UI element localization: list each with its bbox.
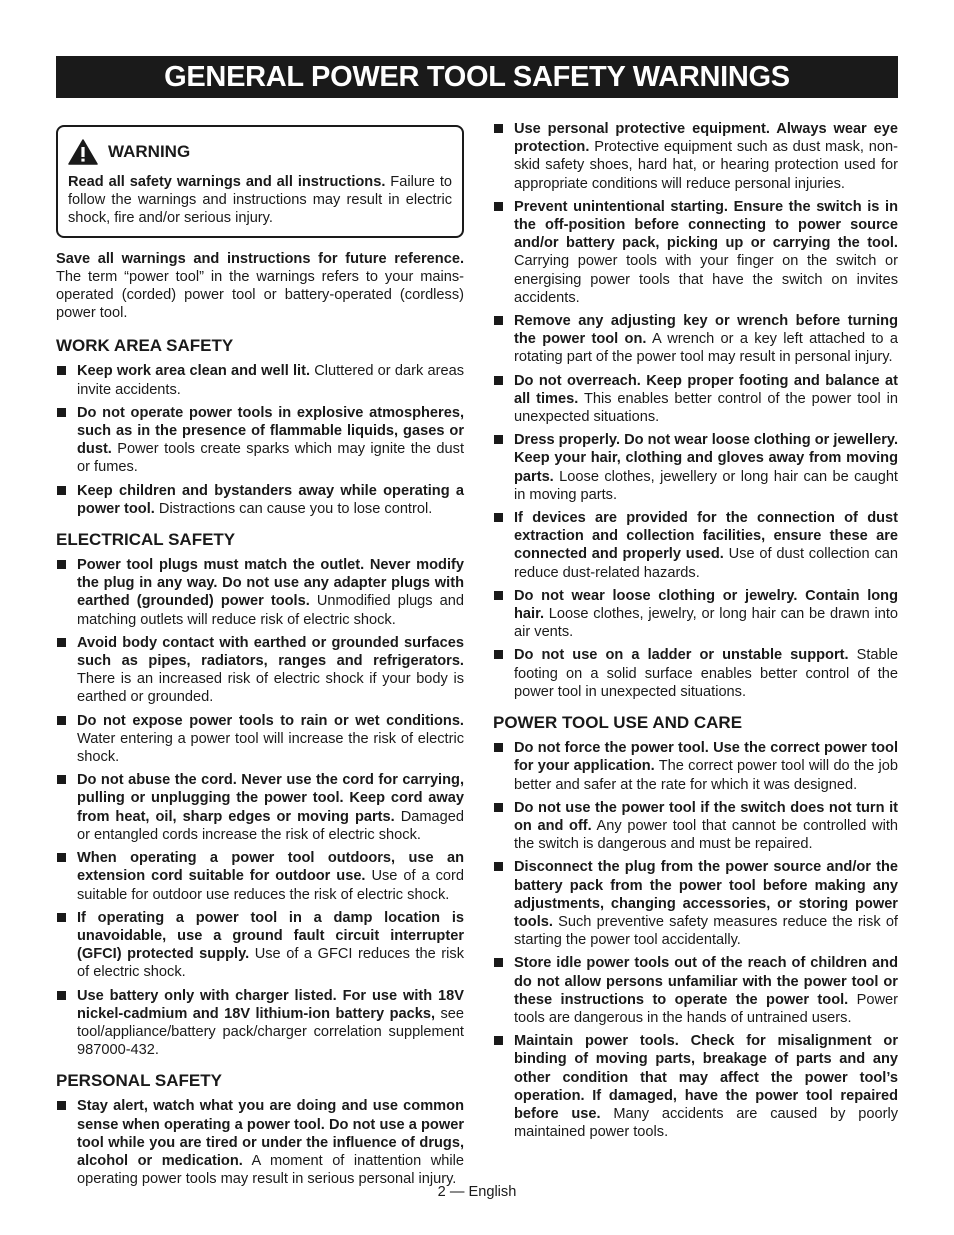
page-title-bar [56, 56, 898, 98]
item-bold: Do not overreach. Keep proper footing and balance at all times. [514, 372, 898, 407]
item-text: Stable footing on a solid surface enables better control of the power tool in unexpected situations. [514, 647, 898, 700]
list-item [56, 482, 464, 518]
item-bold: Avoid body contact with earthed or grounded surfaces such as pipes, radiators, ranges and refrigerators. [77, 634, 464, 670]
heading-power-tool-use-and-care: POWER TOOL USE AND CARE [493, 713, 743, 733]
item-bold: Dress properly. Do not wear loose clothing or jewellery. Keep your hair, clothing and gloves away from moving parts. [514, 432, 898, 485]
intro-body: The term “power tool” in the warnings refers to your mains-operated (corded) power tool or battery-operated (cordless) power tool. [56, 268, 464, 322]
item-text: Loose clothes, jewelry, or long hair can be drawn into air vents. [514, 606, 898, 641]
list-item [56, 556, 464, 629]
item-bold: Disconnect the plug from the power source and/or the battery pack from the power tool before making any adjustments, changing accessories, or storing power tools. [514, 859, 898, 930]
list-item [56, 909, 464, 982]
heading-work-area-safety: WORK AREA SAFETY [56, 336, 234, 356]
list-item [493, 198, 898, 307]
bullet-square-icon [57, 486, 66, 495]
item-bold: Use battery only with charger listed. For use with 18V nickel-cadmium and 18V lithium-ion battery packs, [77, 987, 464, 1022]
item-text: Many accidents are caused by poorly maintained power tools. [514, 1105, 898, 1141]
list-item [493, 372, 898, 427]
item-text: Power tools create sparks which may ignite the dust or fumes. [77, 441, 464, 476]
item-text: Power tools are dangerous in the hands of untrained users. [514, 991, 899, 1026]
bullet-square-icon [494, 202, 503, 211]
item-bold: Keep work area clean and well lit. [77, 363, 310, 380]
bullet-square-icon [57, 716, 66, 725]
page-title: GENERAL POWER TOOL SAFETY WARNINGS [164, 60, 790, 93]
list-item [56, 1097, 464, 1188]
left-column [56, 120, 464, 1200]
item-bold: Do not use the power tool if the switch does not turn it on and off. [514, 799, 898, 834]
warning-triangle-icon [68, 139, 98, 165]
list-power-tool-use-and-care [493, 739, 898, 1141]
item-bold: When operating a power tool outdoors, use an extension cord suitable for outdoor use. [77, 850, 464, 885]
item-text: Use of a cord suitable for outdoor use reduces the risk of electric shock. [77, 868, 464, 903]
item-text: The correct power tool will do the job better and safer at the rate for which it was designed. [514, 758, 898, 793]
list-item [56, 404, 464, 477]
bullet-square-icon [494, 1036, 503, 1045]
item-text: Damaged or entangled cords increase the risk of electric shock. [77, 808, 464, 843]
item-bold: Power tool plugs must match the outlet. Never modify the plug in any way. Do not use any adapter plugs with earthed (grounded) power tools. [77, 557, 464, 610]
item-text: Use of dust collection can reduce dust-related hazards. [514, 546, 898, 581]
bullet-square-icon [57, 1101, 66, 1110]
item-text: Unmodified plugs and matching outlets will reduce risk of electric shock. [77, 593, 464, 628]
list-item [493, 646, 898, 701]
item-bold: Do not use on a ladder or unstable support. [514, 647, 849, 664]
list-personal-safety-left [56, 1097, 464, 1188]
list-item [493, 858, 898, 949]
bullet-square-icon [494, 316, 503, 325]
item-bold: Maintain power tools. Check for misalignment or binding of moving parts, breakage of parts and any other condition that may affect the power tool’s operation. If damaged, have the power tool repaired before use. [514, 1033, 898, 1122]
item-bold: Use personal protective equipment. Always wear eye protection. [514, 121, 898, 156]
warning-header [68, 139, 452, 165]
bullet-square-icon [494, 650, 503, 659]
bullet-square-icon [494, 743, 503, 752]
item-bold: If operating a power tool in a damp location is unavoidable, use a ground fault circuit interrupter (GFCI) protected supply. [77, 909, 464, 963]
bullet-square-icon [57, 775, 66, 784]
list-item [493, 509, 898, 582]
item-bold: Stay alert, watch what you are doing and use common sense when operating a power tool. Do not use a power tool while you are tired or under the influence of drugs, alcohol or medication. [77, 1098, 464, 1169]
item-bold: Do not force the power tool. Use the correct power tool for your application. [514, 740, 898, 775]
bullet-square-icon [494, 591, 503, 600]
item-bold: Do not operate power tools in explosive atmospheres, such as in the presence of flammable liquids, gases or dust. [77, 404, 464, 458]
item-text: Protective equipment such as dust mask, non-skid safety shoes, hard hat, or hearing protection used for appropriate conditions will reduce personal injuries. [514, 139, 898, 192]
list-electrical-safety [56, 556, 464, 1059]
bullet-square-icon [57, 638, 66, 647]
bullet-square-icon [494, 435, 503, 444]
intro-bold: Save all warnings and instructions for future reference. [56, 250, 464, 267]
item-text: There is an increased risk of electric shock if your body is earthed or grounded. [77, 671, 464, 706]
bullet-square-icon [57, 913, 66, 922]
item-bold: Do not abuse the cord. Never use the cord for carrying, pulling or unplugging the power tool. Keep cord away from heat, oil, sharp edges or moving parts. [77, 772, 464, 825]
warning-bold: Read all safety warnings and all instructions. [68, 174, 386, 190]
warning-box [56, 125, 464, 238]
item-bold: Do not wear loose clothing or jewelry. Contain long hair. [514, 587, 898, 623]
item-bold: Prevent unintentional starting. Ensure the switch is in the off-position before connecting to power source and/or battery pack, picking up or carrying the tool. [514, 198, 898, 252]
list-item [56, 987, 464, 1060]
list-personal-safety-right [493, 120, 898, 701]
item-bold: Store idle power tools out of the reach of children and do not allow persons unfamiliar with the power tool or these instructions to operate the power tool. [514, 955, 898, 1008]
bullet-square-icon [494, 958, 503, 967]
bullet-square-icon [57, 853, 66, 862]
warning-label: WARNING [108, 141, 191, 161]
list-item [493, 954, 898, 1027]
bullet-square-icon [494, 513, 503, 522]
heading-personal-safety: PERSONAL SAFETY [56, 1071, 222, 1091]
list-item [56, 362, 464, 398]
item-text: Carrying power tools with your finger on the switch or energising power tools that have the switch on invites accidents. [514, 253, 898, 306]
list-item [56, 771, 464, 844]
intro-paragraph [56, 250, 464, 323]
bullet-square-icon [494, 803, 503, 812]
item-text: Any power tool that cannot be controlled with the switch is dangerous and must be repaired. [514, 817, 898, 853]
warning-text [68, 173, 452, 228]
item-text: see tool/appliance/battery pack/charger correlation supplement 987000-432. [77, 1005, 464, 1059]
item-text: Distractions can cause you to lose control. [154, 500, 433, 517]
item-text: Use of a GFCI reduces the risk of electric shock. [77, 946, 464, 981]
heading-electrical-safety: ELECTRICAL SAFETY [56, 530, 236, 550]
list-item [493, 120, 898, 193]
bullet-square-icon [57, 560, 66, 569]
list-item [493, 587, 898, 642]
list-item [56, 712, 464, 767]
item-text: A wrench or a key left attached to a rotating part of the power tool may result in personal injury. [514, 331, 898, 366]
list-item [493, 799, 898, 854]
page-footer: 2 — English [437, 1184, 517, 1200]
right-column [493, 120, 898, 1153]
item-text: A moment of inattention while operating power tools may result in serious personal injury. [77, 1152, 464, 1188]
warning-body: Failure to follow the warnings and instructions may result in electric shock, fire and/or serious injury. [68, 174, 452, 227]
item-text: Loose clothes, jewellery or long hair can be caught in moving parts. [514, 468, 898, 503]
bullet-square-icon [494, 862, 503, 871]
list-work-area-safety [56, 362, 464, 518]
list-item [493, 1032, 898, 1141]
list-item [493, 312, 898, 367]
list-item [56, 849, 464, 904]
item-bold: Do not expose power tools to rain or wet conditions. [77, 712, 464, 729]
item-text: This enables better control of the power tool in unexpected situations. [514, 390, 898, 426]
item-text: Water entering a power tool will increase the risk of electric shock. [77, 730, 464, 766]
list-item [493, 739, 898, 794]
list-item [56, 634, 464, 707]
item-bold: If devices are provided for the connection of dust extraction and collection facilities, ensure these are connected and properly used. [514, 510, 898, 563]
item-text: Such preventive safety measures reduce the risk of starting the power tool accidentally. [514, 913, 898, 949]
item-bold: Remove any adjusting key or wrench before turning the power tool on. [514, 313, 898, 348]
item-text: Cluttered or dark areas invite accidents. [77, 363, 464, 398]
item-bold: Keep children and bystanders away while operating a power tool. [77, 482, 464, 517]
list-item [493, 431, 898, 504]
bullet-square-icon [57, 991, 66, 1000]
bullet-square-icon [57, 408, 66, 417]
bullet-square-icon [57, 366, 66, 375]
bullet-square-icon [494, 124, 503, 133]
bullet-square-icon [494, 376, 503, 385]
